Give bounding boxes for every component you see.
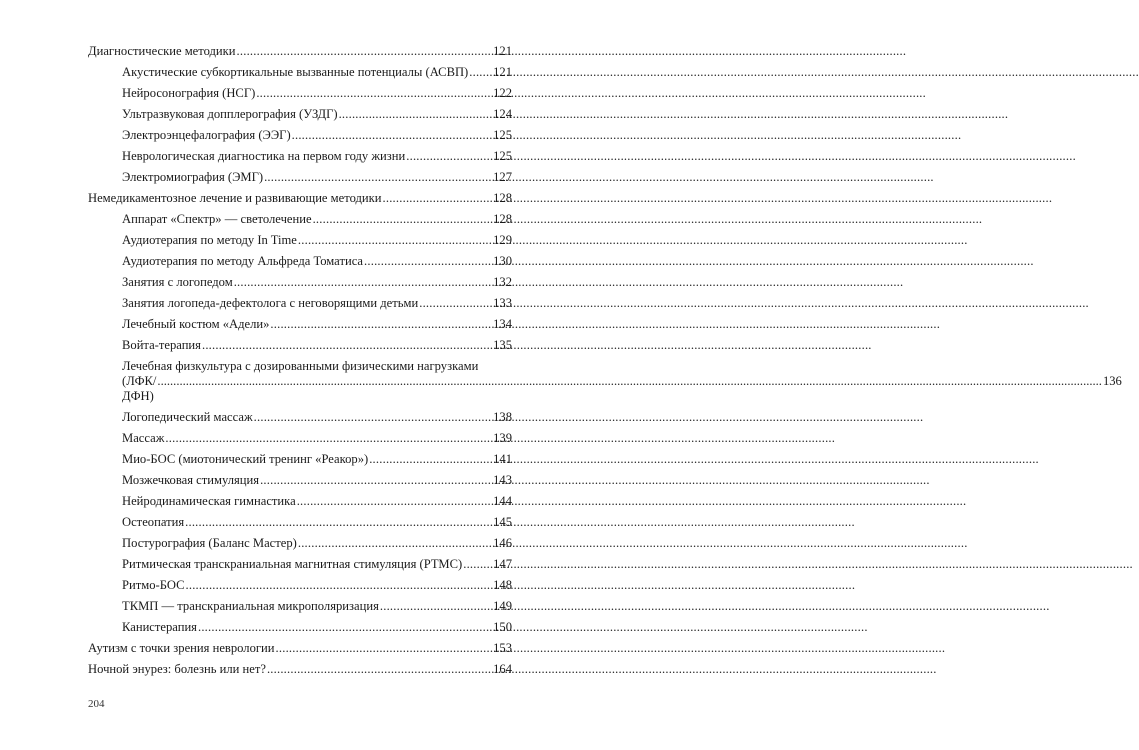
toc-entry[interactable] [88, 431, 512, 446]
toc-leader-dots [202, 338, 492, 353]
toc-entry-page: 136 [1102, 374, 1122, 388]
toc-entry-page: 133 [493, 296, 512, 310]
toc-entry[interactable] [88, 557, 512, 572]
toc-entry[interactable] [88, 107, 512, 122]
toc-entry-title: Электроэнцефалография (ЭЭГ) [122, 128, 291, 142]
toc-entry-page: 121 [493, 65, 512, 79]
toc-entry-page: 129 [493, 233, 512, 247]
toc-leader-dots [313, 212, 493, 227]
toc-entry-page: 144 [493, 494, 512, 508]
toc-entry[interactable] [88, 317, 512, 332]
toc-entry[interactable] [88, 212, 512, 227]
toc-entry[interactable] [88, 452, 512, 467]
toc-entry-autism[interactable] [88, 641, 512, 656]
toc-entry-page: 125 [493, 128, 512, 142]
toc-entry-page: 122 [493, 86, 512, 100]
toc-leader-dots [237, 44, 493, 59]
toc-entry[interactable] [88, 233, 512, 248]
toc-entry-diagnostics[interactable] [88, 44, 512, 59]
toc-entry-title: Аутизм с точки зрения неврологии [88, 641, 275, 655]
toc-entry[interactable] [88, 620, 512, 635]
toc-entry-title: Мио-БОС (миотонический тренинг «Реакор») [122, 452, 369, 466]
toc-entry-page: 145 [493, 515, 512, 529]
toc-entry-page: 121 [493, 44, 512, 58]
toc-entry[interactable] [88, 338, 512, 353]
toc-entry-enuresis[interactable] [88, 662, 512, 677]
toc-entry-title: Ультразвуковая допплерография (УЗДГ) [122, 107, 338, 121]
toc-leader-dots [267, 662, 492, 677]
toc-entry-title: Акустические субкортикальные вызванные потенциалы (АСВП) [122, 65, 469, 79]
toc-leader-dots [463, 557, 492, 572]
toc-entry-title: Мозжечковая стимуляция [122, 473, 260, 487]
toc-entry-title: Немедикаментозное лечение и развивающие методики [88, 191, 382, 205]
toc-entry-nonmedical[interactable] [88, 191, 512, 206]
toc-entry-page: 135 [493, 338, 512, 352]
toc-entry-title: Логопедический массаж [122, 410, 253, 424]
toc-entry-page: 147 [493, 557, 512, 571]
toc-entry-title: ТКМП — транскраниальная микрополяризация [122, 599, 379, 613]
toc-entry[interactable] [88, 515, 512, 530]
toc-entry-title: Ритмическая транскраниальная магнитная стимуляция (РТМС) [122, 557, 463, 571]
toc-entry-lfk[interactable] [88, 359, 1122, 404]
toc-entry-title: Аудиотерапия по методу In Time [122, 233, 297, 247]
toc-entry-title: Лечебный костюм «Адели» [122, 317, 270, 331]
toc-entry-page: 128 [493, 212, 512, 226]
toc-leader-dots [364, 254, 492, 269]
toc-entry-page: 132 [493, 275, 512, 289]
toc-leader-dots [469, 65, 492, 80]
toc-leader-dots [264, 170, 492, 185]
toc-entry-title: Занятия логопеда-дефектолога с неговорящими детьми [122, 296, 419, 310]
toc-entry-page: 149 [493, 599, 512, 613]
toc-leader-dots [298, 536, 492, 551]
toc-entry[interactable] [88, 599, 512, 614]
toc-leader-dots [234, 275, 492, 290]
toc-leader-dots [198, 620, 492, 635]
toc-entry[interactable] [88, 410, 512, 425]
toc-entry-page: 148 [493, 578, 512, 592]
toc-leader-dots [165, 431, 492, 446]
toc-entry-title: Массаж [122, 431, 165, 445]
toc-leader-dots [256, 86, 492, 101]
toc-entry[interactable] [88, 473, 512, 488]
toc-entry-page: 127 [493, 170, 512, 184]
toc-entry-title: Ритмо-БОС [122, 578, 185, 592]
toc-entry-page: 138 [493, 410, 512, 424]
toc-leader-dots [380, 599, 492, 614]
toc-entry-page: 128 [493, 191, 512, 205]
toc-entry-title: Диагностические методики [88, 44, 236, 58]
toc-entry-page: 146 [493, 536, 512, 550]
toc-entry-title: Аппарат «Спектр» — светолечение [122, 212, 312, 226]
toc-entry-page: 143 [493, 473, 512, 487]
toc-entry-title: Нейродинамическая гимнастика [122, 494, 296, 508]
toc-leader-dots [419, 296, 492, 311]
toc-entry[interactable] [88, 275, 512, 290]
toc-entry[interactable] [88, 170, 512, 185]
toc-entry[interactable] [88, 86, 512, 101]
toc-entry[interactable] [88, 149, 512, 164]
toc-entry-page: 130 [493, 254, 512, 268]
toc-entry-title: Постурография (Баланс Мастер) [122, 536, 297, 550]
toc-entry-title: Занятия с логопедом [122, 275, 233, 289]
toc-leader-dots: ............................................................................................................................................................................................................................................................................................................ [157, 374, 1102, 388]
toc-leader-dots [369, 452, 492, 467]
toc-entry-page: 164 [493, 662, 512, 676]
toc-entry-title: Лечебная физкультура с дозированными физическими нагрузками [122, 359, 479, 373]
toc-entry[interactable] [88, 578, 512, 593]
toc-entry-page: 124 [493, 107, 512, 121]
toc-leader-dots [292, 128, 492, 143]
toc-entry[interactable] [88, 494, 512, 509]
toc-leader-dots [297, 494, 492, 509]
toc-entry[interactable] [88, 296, 512, 311]
toc-leader-dots [270, 317, 492, 332]
toc-entry-page: 141 [493, 452, 512, 466]
toc-entry-title: Неврологическая диагностика на первом году жизни [122, 149, 406, 163]
toc-leader-dots [254, 410, 492, 425]
toc-entry-title: Остеопатия [122, 515, 185, 529]
toc-leader-dots [186, 578, 493, 593]
table-of-contents [88, 44, 1122, 677]
toc-entry-page: 153 [493, 641, 512, 655]
toc-entry-page: 139 [493, 431, 512, 445]
toc-entry[interactable] [88, 254, 512, 269]
toc-entry[interactable] [88, 128, 512, 143]
toc-entry-title-continued: (ЛФК/ДФН) [122, 374, 157, 403]
toc-entry-page: 134 [493, 317, 512, 331]
toc-leader-dots [383, 191, 493, 206]
toc-entry-title: Электромиография (ЭМГ) [122, 170, 264, 184]
toc-entry-title: Войта-терапия [122, 338, 201, 352]
toc-leader-dots [185, 515, 492, 530]
toc-entry-title: Нейросонография (НСГ) [122, 86, 256, 100]
page-number: 204 [88, 698, 105, 710]
toc-entry-page: 125 [493, 149, 512, 163]
toc-entry-title: Аудиотерапия по методу Альфреда Томатиса [122, 254, 364, 268]
toc-leader-dots [339, 107, 493, 122]
toc-entry-title: Ночной энурез: болезнь или нет? [88, 662, 266, 676]
toc-leader-dots [406, 149, 492, 164]
toc-entry[interactable] [88, 65, 512, 80]
toc-entry-title: Канистерапия [122, 620, 197, 634]
toc-leader-dots [260, 473, 492, 488]
toc-entry[interactable] [88, 536, 512, 551]
toc-leader-dots [276, 641, 493, 656]
toc-leader-dots [298, 233, 492, 248]
toc-entry-page: 150 [493, 620, 512, 634]
